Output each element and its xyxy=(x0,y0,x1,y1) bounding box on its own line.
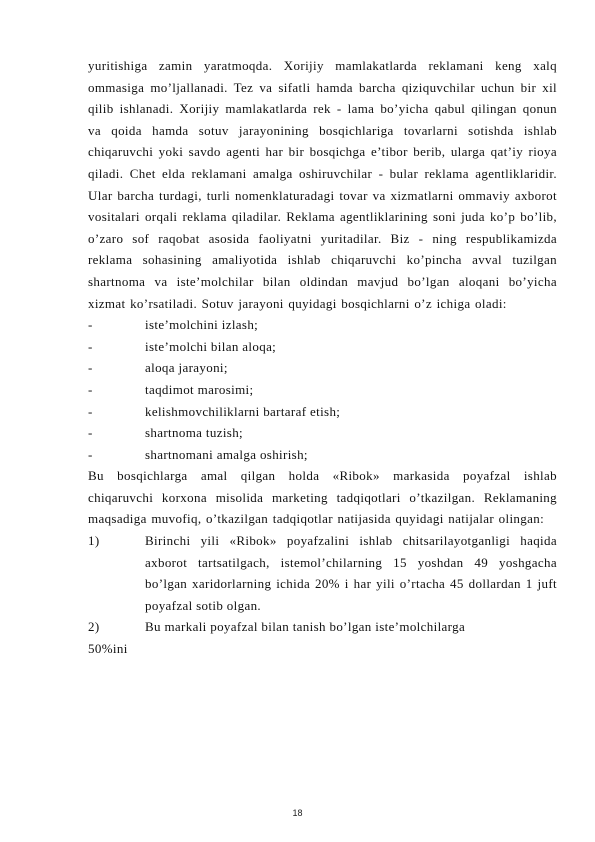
list-item xyxy=(88,530,557,616)
intro-paragraph: yuritishiga zamin yaratmoqda. Xorijiy mamlakatlarda reklamani keng xalq ommasiga mo’ljallanadi. Tez va sifatli hamda barcha qiziquvchilar uchun bir xil qilib ishlanadi. Xorijiy mamlakatlarda rek - lama bo’yicha qabul qilingan qonun va qoida hamda sotuv jarayonining bosqichlariga tovarlarni sotishda ishlab chiqaruvchi yoki savdo agenti har bir bosqichga e’tibor berib, ularga qat’iy rioya qiladi. Chet elda reklamani amalga oshiruvchilar - bular reklama agentliklaridir. Ular barcha turdagi, turli nomenklaturadagi tovar va xizmatlarni ommaviy axborot vositalari orqali reklama qiladilar. Reklama agentliklarining soni juda ko’p bo’lib, o’zaro sof raqobat asosida faoliyatni yuritadilar. Biz - ning respublikamizda reklama sohasining amaliyotida ishlab chiqaruvchi ko’pincha avval tuzilgan shartnoma va iste’molchilar bilan oldindan mavjud bo’lgan aloqani bo’yicha xizmat ko’rsatiladi. Sotuv jarayoni quyidagi bosqichlarni o’z ichiga oladi: xyxy=(88,58,557,311)
list-marker: - xyxy=(88,425,93,441)
list-marker: - xyxy=(88,403,93,419)
list-item-text: iste’molchini izlash; xyxy=(145,317,259,333)
list-marker: - xyxy=(88,381,93,397)
research-paragraph: Bu bosqichlarga amal qilgan holda «Ribok» markasida poyafzal ishlab chiqaruvchi korxona misolida marketing tadqiqotlari o’tkazilgan. Reklamaning maqsadiga muvofiq, o’tkazilgan tadqiqotlar natijasida quyidagi natijalar olingan: xyxy=(88,468,557,527)
list-item xyxy=(88,422,557,444)
list-marker: 1) xyxy=(88,533,100,549)
list-marker: - xyxy=(88,360,93,376)
list-item xyxy=(88,314,557,336)
list-item-text: iste’molchi bilan aloqa; xyxy=(145,338,277,354)
list-marker: - xyxy=(88,446,93,462)
list-item xyxy=(88,401,557,423)
list-marker: - xyxy=(88,317,93,333)
list-item xyxy=(88,616,557,638)
trailing-line: 50%ini xyxy=(88,641,128,657)
list-item-text: taqdimot marosimi; xyxy=(145,381,254,397)
list-item-text: Birinchi yili «Ribok» poyafzalini ishlab chitsarilayotganligi haqida axborot tartsatilgach, istemol’chilarning 15 yoshdan 49 yoshgacha bo’lgan xaridorlarning ichida 20% i har yili o’rtacha 45 dollardan 1 juft poyafzal sotib olgan. xyxy=(145,533,557,613)
sales-stages-list xyxy=(88,314,557,465)
list-item-text: Bu markali poyafzal bilan tanish bo’lgan iste’molchilarga xyxy=(145,619,466,635)
page-number: 18 xyxy=(292,808,303,818)
list-item-text: aloqa jarayoni; xyxy=(145,360,228,376)
list-item xyxy=(88,379,557,401)
list-item xyxy=(88,357,557,379)
list-item xyxy=(88,444,557,466)
list-item xyxy=(88,336,557,358)
list-marker: - xyxy=(88,338,93,354)
list-item-text: kelishmovchiliklarni bartaraf etish; xyxy=(145,403,341,419)
page-content xyxy=(88,55,557,660)
list-item-text: shartnoma tuzish; xyxy=(145,425,244,441)
results-list xyxy=(88,530,557,638)
list-marker: 2) xyxy=(88,619,100,635)
list-item-text: shartnomani amalga oshirish; xyxy=(145,446,308,462)
